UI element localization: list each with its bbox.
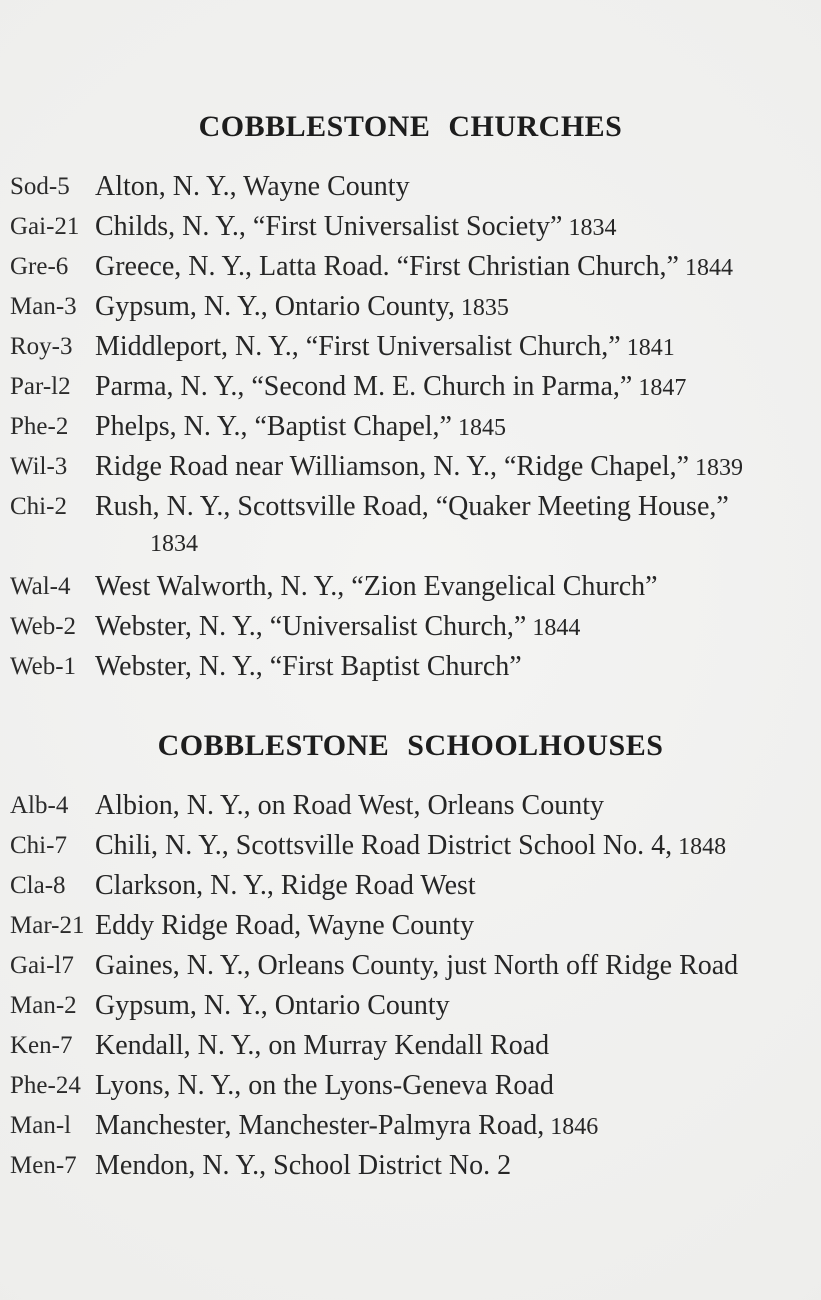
entry-list-churches [0,170,821,690]
entry-description [95,909,801,942]
entry-row [0,829,821,869]
entry-row [0,1109,821,1149]
entry-description [95,1149,801,1182]
entry-code: Wal-4 [10,573,71,600]
entry-description [95,170,801,203]
entry-description-text: Manchester, Manchester-Palmyra Road, [95,1110,545,1141]
entry-description-text: Mendon, N. Y., School District No. 2 [95,1150,512,1181]
entry-description [95,989,801,1022]
entry-row [0,909,821,949]
entry-code: Man-l [10,1112,72,1139]
entry-code: Sod-5 [10,173,70,200]
entry-description-text: Phelps, N. Y., “Baptist Chapel,” [95,411,452,442]
entry-description-text: Parma, N. Y., “Second M. E. Church in Parma,” [95,371,633,402]
entry-description [95,1069,801,1102]
entry-description-text: Albion, N. Y., on Road West, Orleans County [95,790,604,821]
entry-year: 1844 [526,615,581,641]
entry-description-text: Gypsum, N. Y., Ontario County, [95,291,455,322]
entry-description-text: Rush, N. Y., Scottsville Road, “Quaker Meeting House,” [95,491,729,522]
entry-code: Man-3 [10,293,77,320]
entry-code: Chi-2 [10,493,67,520]
entry-description [95,869,801,902]
entry-description [95,330,801,365]
entry-row [0,989,821,1029]
entry-continuation: 1834 [150,531,198,557]
entry-description-text: Webster, N. Y., “Universalist Church,” [95,611,527,642]
entry-row [0,490,821,570]
entry-description [95,410,801,445]
entry-description [95,450,801,485]
entry-code: Roy-3 [10,333,73,360]
entry-description-text: Childs, N. Y., “First Universalist Society” [95,211,563,242]
section-heading-churches: COBBLESTONE CHURCHES [198,110,623,143]
entry-row [0,1029,821,1069]
entry-year: 1834 [562,215,617,241]
entry-code: Man-2 [10,992,77,1019]
entry-code: Gai-21 [10,213,80,240]
entry-row [0,570,821,610]
entry-description-text: Alton, N. Y., Wayne County [95,171,410,202]
entry-code: Cla-8 [10,872,66,899]
entry-description [95,650,801,683]
entry-year: 1844 [678,255,733,281]
entry-description [95,1029,801,1062]
entry-description [95,1109,801,1144]
entry-row [0,410,821,450]
entry-code: Ken-7 [10,1032,73,1059]
entry-row [0,949,821,989]
entry-description [95,250,801,285]
entry-code: Web-2 [10,613,77,640]
entry-description [95,570,801,603]
entry-code: Web-1 [10,653,77,680]
entry-code: Mar-21 [10,912,85,939]
entry-year: 1839 [689,455,744,481]
entry-row [0,1149,821,1189]
entry-row [0,650,821,690]
entry-code: Men-7 [10,1152,77,1179]
entry-row [0,330,821,370]
entry-row [0,250,821,290]
entry-row [0,610,821,650]
entry-code: Alb-4 [10,792,69,819]
entry-description-text: Webster, N. Y., “First Baptist Church” [95,651,522,682]
entry-list-schoolhouses [0,789,821,1189]
entry-description [95,210,801,245]
entry-description [95,789,801,822]
entry-code: Gre-6 [10,253,69,280]
entry-code: Par-l2 [10,373,71,400]
entry-year: 1846 [544,1114,599,1140]
entry-row [0,869,821,909]
entry-description [95,949,801,982]
entry-row [0,290,821,330]
entry-code: Chi-7 [10,832,67,859]
entry-code: Gai-l7 [10,952,74,979]
entry-description [95,290,801,325]
entry-row [0,210,821,250]
entry-description-text: Lyons, N. Y., on the Lyons-Geneva Road [95,1070,554,1101]
entry-description-text: Clarkson, N. Y., Ridge Road West [95,870,476,901]
entry-row [0,789,821,829]
entry-year: 1848 [672,834,727,860]
entry-description-text: Middleport, N. Y., “First Universalist Church,” [95,331,621,362]
entry-code: Phe-24 [10,1072,81,1099]
entry-row [0,170,821,210]
entry-row [0,370,821,410]
entry-row [0,1069,821,1109]
entry-code: Phe-2 [10,413,69,440]
entry-description-text: Greece, N. Y., Latta Road. “First Christian Church,” [95,251,679,282]
entry-row [0,450,821,490]
section-heading-schoolhouses: COBBLESTONE SCHOOLHOUSES [157,729,664,762]
entry-description-text: Eddy Ridge Road, Wayne County [95,910,475,941]
entry-description-text: Gypsum, N. Y., Ontario County [95,990,450,1021]
entry-description-text: West Walworth, N. Y., “Zion Evangelical Church” [95,571,658,602]
entry-description [95,370,801,405]
entry-year: 1841 [620,335,675,361]
entry-description [95,490,801,523]
entry-description-text: Gaines, N. Y., Orleans County, just North off Ridge Road [95,950,739,981]
entry-year: 1845 [451,415,506,441]
entry-description-text: Kendall, N. Y., on Murray Kendall Road [95,1030,550,1061]
entry-year: 1847 [632,375,687,401]
entry-code: Wil-3 [10,453,68,480]
entry-year: 1835 [454,295,509,321]
entry-description [95,610,801,645]
entry-description-text: Chili, N. Y., Scottsville Road District School No. 4, [95,830,673,861]
entry-description [95,829,801,864]
entry-description-text: Ridge Road near Williamson, N. Y., “Ridge Chapel,” [95,451,690,482]
